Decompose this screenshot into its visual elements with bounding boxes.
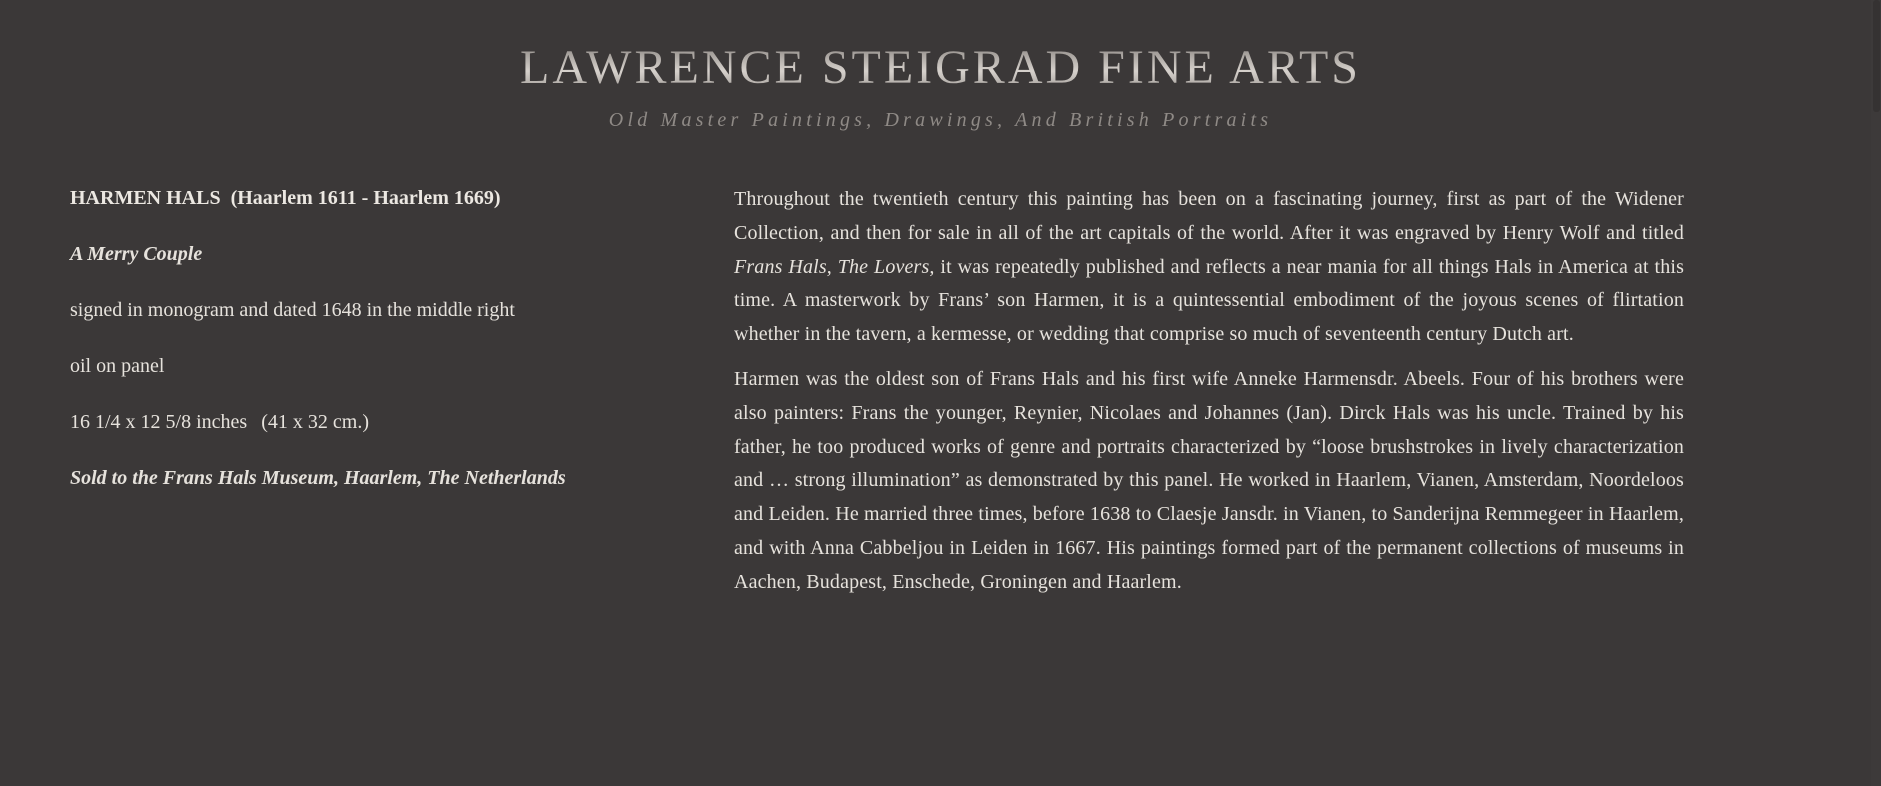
site-header: [0, 38, 1881, 132]
description-paragraph-2: Harmen was the oldest son of Frans Hals and his first wife Anneke Harmensdr. Abeels. Four of his brothers were also painters: Frans the younger, Reynier, Nicolaes and Johannes (Jan). Dirck Hals was his uncle. Trained by his father, he too produced works of genre and portraits characterized by “loose brushstrokes in lively characterization and … strong illumination” as demonstrated by this panel. He worked in Haarlem, Vianen, Amsterdam, Noordeloos and Leiden. He married three times, before 1638 to Claesje Jansdr. in Vianen, to Sanderijna Remmegeer in Haarlem, and with Anna Cabbeljou in Leiden in 1667. His paintings formed part of the permanent collections of museums in Aachen, Budapest, Enschede, Groningen and Haarlem.: [734, 367, 1684, 593]
dimensions-cm: (41 x 32 cm.): [261, 411, 369, 433]
painting-title: A Merry Couple: [70, 243, 203, 265]
description-p1-text: Throughout the twentieth century this painting has been on a fascinating journey, first as part of the Widener Collection, and then for sale in all of the art capitals of the world. After it was engraved by Henry Wolf and titled: [734, 188, 1684, 244]
description-paragraph-1: [734, 183, 1684, 352]
site-title[interactable]: LAWRENCE STEIGRAD FINE ARTS: [0, 38, 1881, 98]
description-p1-text-continued: it was repeatedly published and reflects a near mania for all things Hals in America at this time. A masterwork by Frans’ son Harmen, it is a quintessential embodiment of the joyous scenes of flirtation whether in the tavern, a kermesse, or wedding that comprise so much of seventeenth century Dutch art.: [734, 255, 1684, 346]
artwork-description: [734, 183, 1684, 600]
engraving-title: Frans Hals, The Lovers,: [734, 255, 935, 278]
site-subtitle: Old Master Paintings, Drawings, And British Portraits: [608, 109, 1273, 131]
artist-name: HARMEN HALS: [70, 187, 221, 209]
inscription: signed in monogram and dated 1648 in the middle right: [70, 299, 515, 321]
artwork-details: [70, 183, 660, 493]
dimensions: [70, 407, 660, 437]
artist-line: [70, 183, 660, 213]
dimensions-inches: 16 1/4 x 12 5/8 inches: [70, 411, 248, 433]
medium: oil on panel: [70, 355, 165, 377]
sale-status: Sold to the Frans Hals Museum, Haarlem, The Netherlands: [70, 467, 566, 489]
artist-dates: (Haarlem 1611 - Haarlem 1669): [230, 187, 501, 209]
